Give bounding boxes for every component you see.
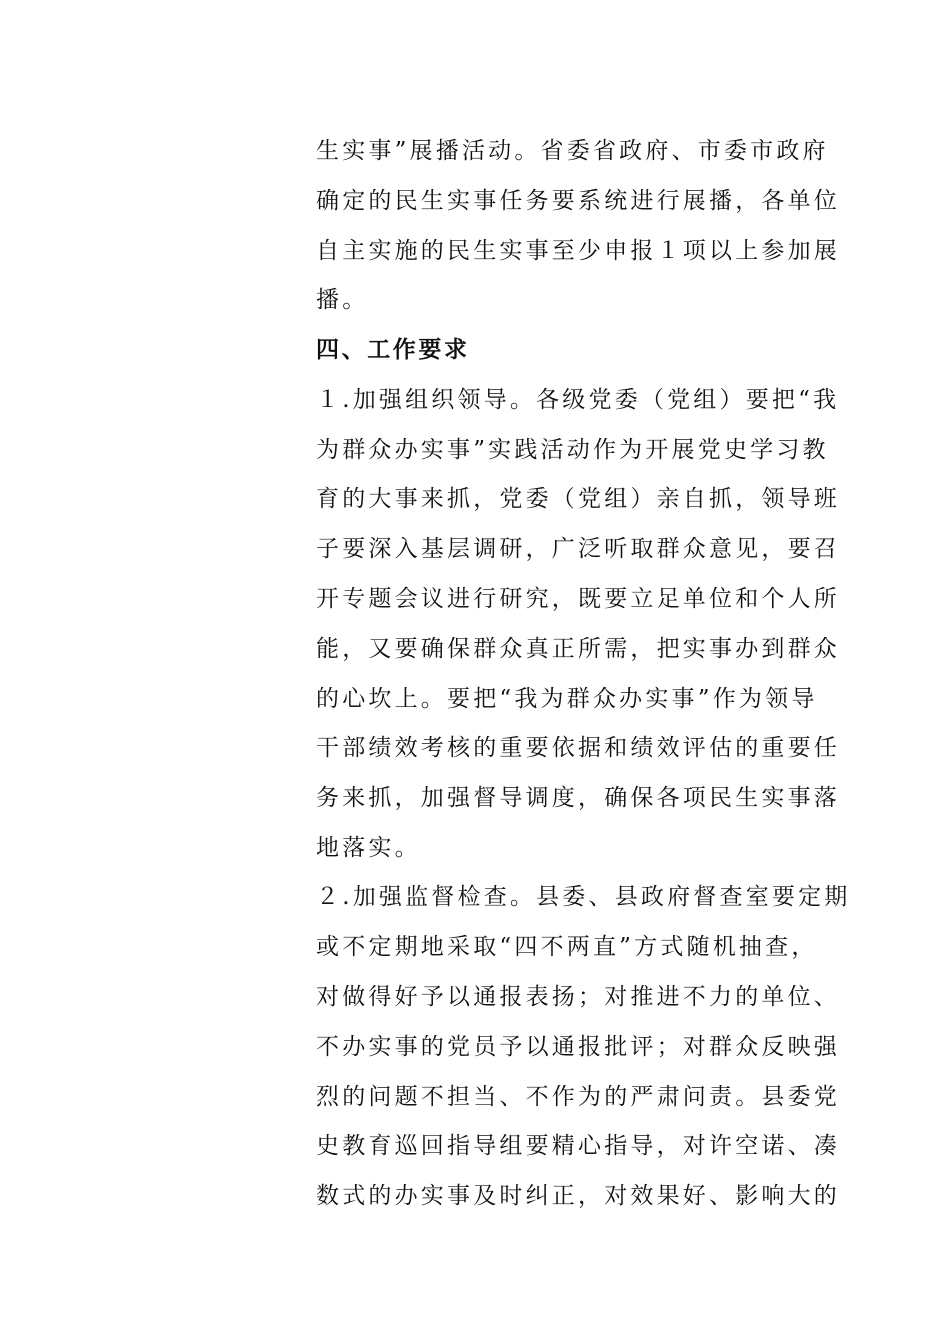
paragraph-line: 的心坎上。要把“我为群众办实事”作为领导 bbox=[316, 686, 818, 712]
paragraph-line: 生实事”展播活动。省委省政府、市委市政府 bbox=[316, 138, 829, 164]
paragraph-line: 史教育巡回指导组要精心指导，对许空诺、凑 bbox=[316, 1133, 840, 1159]
paragraph-line: 播。 bbox=[316, 287, 369, 313]
paragraph-line: 能，又要确保群众真正所需，把实事办到群众 bbox=[316, 636, 840, 662]
paragraph-line: 烈的问题不担当、不作为的严肃问责。县委党 bbox=[316, 1084, 840, 1110]
paragraph-line: 地落实。 bbox=[316, 835, 421, 861]
section-heading: 四、工作要求 bbox=[316, 337, 470, 363]
paragraph-line: ２.加强监督检查。县委、县政府督查室要定期 bbox=[316, 884, 851, 910]
paragraph-line: 或不定期地采取“四不两直”方式随机抽查， bbox=[316, 934, 818, 960]
paragraph-line: １.加强组织领导。各级党委（党组）要把“我 bbox=[316, 387, 840, 413]
paragraph-line: 子要深入基层调研，广泛听取群众意见，要召 bbox=[316, 536, 840, 562]
paragraph-line: 数式的办实事及时纠正，对效果好、影响大的 bbox=[316, 1183, 840, 1209]
paragraph-line: 对做得好予以通报表扬；对推进不力的单位、 bbox=[316, 984, 840, 1010]
paragraph-line: 干部绩效考核的重要依据和绩效评估的重要任 bbox=[316, 735, 840, 761]
paragraph-line: 自主实施的民生实事至少申报１项以上参加展 bbox=[316, 238, 840, 264]
paragraph-line: 务来抓，加强督导调度，确保各项民生实事落 bbox=[316, 785, 840, 811]
paragraph-line: 确定的民生实事任务要系统进行展播，各单位 bbox=[316, 188, 840, 214]
paragraph-line: 为群众办实事”实践活动作为开展党史学习教 bbox=[316, 437, 829, 463]
paragraph-line: 开专题会议进行研究，既要立足单位和个人所 bbox=[316, 586, 840, 612]
paragraph-line: 育的大事来抓，党委（党组）亲自抓，领导班 bbox=[316, 486, 840, 512]
paragraph-line: 不办实事的党员予以通报批评；对群众反映强 bbox=[316, 1034, 840, 1060]
